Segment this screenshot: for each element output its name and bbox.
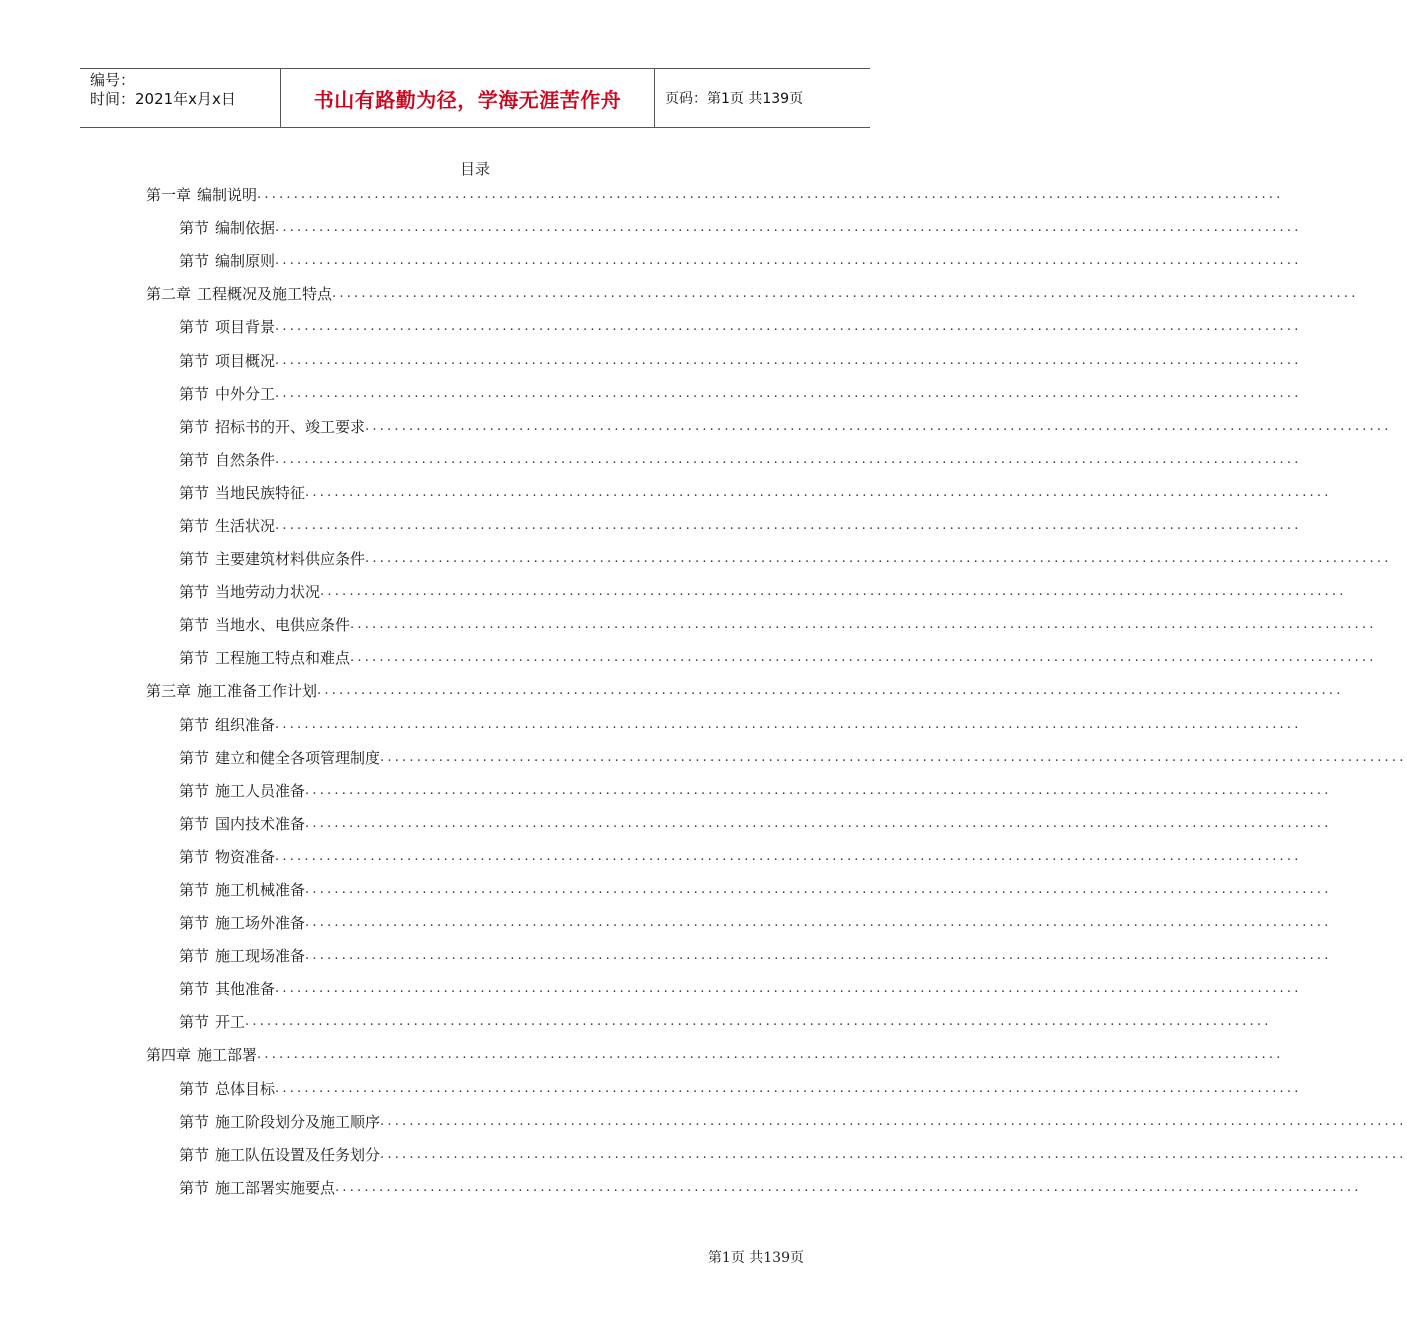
toc-entry-label: 第节 (179, 483, 210, 502)
toc-entry-label: 第节 (179, 715, 210, 734)
toc-title: 目录 (459, 160, 490, 178)
toc-entry-label: 第三章 (146, 682, 192, 701)
toc-entry-text: 开工 (215, 1013, 246, 1032)
toc-section-entry[interactable] (146, 939, 1332, 972)
toc-section-entry[interactable] (146, 244, 1302, 277)
toc-leader-dots: ............................................................................................................................................ (275, 1080, 1302, 1096)
toc-entry-label: 第节 (179, 947, 210, 966)
toc-entry-text: 主要建筑材料供应条件 (215, 550, 366, 569)
toc-leader-dots: ............................................................................................................................................ (350, 650, 1377, 666)
toc-leader-dots: ............................................................................................................................................ (380, 1113, 1407, 1129)
toc-entry-label: 第节 (179, 417, 210, 436)
toc-entry-label: 第节 (179, 914, 210, 933)
toc-section-entry[interactable] (146, 542, 1392, 575)
toc-entry-text: 当地劳动力状况 (215, 583, 321, 602)
toc-entry-text: 自然条件 (215, 450, 276, 469)
toc-section-entry[interactable] (146, 906, 1332, 939)
toc-leader-dots: ............................................................................................................................................ (275, 848, 1302, 864)
toc-section-entry[interactable] (146, 377, 1302, 410)
toc-section-entry[interactable] (146, 1171, 1362, 1204)
toc-leader-dots: ............................................................................................................................................ (305, 782, 1332, 798)
toc-section-entry[interactable] (146, 1105, 1407, 1138)
toc-entry-text: 建立和健全各项管理制度 (215, 748, 381, 767)
toc-entry-text: 国内技术准备 (215, 814, 306, 833)
toc-entry-text: 物资准备 (215, 847, 276, 866)
toc-entry-label: 第节 (179, 219, 210, 238)
toc-leader-dots: ............................................................................................................................................ (275, 220, 1302, 236)
toc-entry-label: 第节 (179, 516, 210, 535)
toc-entry-label: 第节 (179, 881, 210, 900)
toc-leader-dots: ............................................................................................................................................ (257, 187, 1284, 203)
toc-entry-text: 施工部署 (197, 1046, 258, 1065)
toc-entry-text: 施工准备工作计划 (197, 682, 318, 701)
toc-leader-dots: ............................................................................................................................................ (305, 948, 1332, 964)
toc-entry-text: 工程施工特点和难点 (215, 649, 351, 668)
toc-entry-label: 第节 (179, 550, 210, 569)
toc-entry-text: 当地水、电供应条件 (215, 616, 351, 635)
header-motto: 书山有路勤为径，学海无涯苦作舟 (281, 69, 655, 127)
toc-leader-dots: ............................................................................................................................................ (275, 981, 1302, 997)
toc-leader-dots: ............................................................................................................................................ (350, 617, 1377, 633)
toc-entry-text: 其他准备 (215, 980, 276, 999)
table-of-contents (146, 178, 1407, 1204)
toc-chapter-entry[interactable] (146, 178, 1284, 211)
toc-entry-text: 生活状况 (215, 516, 276, 535)
toc-leader-dots: ............................................................................................................................................ (257, 1047, 1284, 1063)
toc-leader-dots: ............................................................................................................................................ (380, 749, 1407, 765)
toc-entry-label: 第节 (179, 1013, 210, 1032)
toc-chapter-entry[interactable] (146, 674, 1344, 707)
toc-section-entry[interactable] (146, 1005, 1272, 1038)
toc-leader-dots: ............................................................................................................................................ (305, 815, 1332, 831)
toc-entry-label: 第节 (179, 1178, 210, 1197)
toc-entry-text: 施工队伍设置及任务划分 (215, 1145, 381, 1164)
toc-section-entry[interactable] (146, 972, 1302, 1005)
toc-entry-label: 第节 (179, 649, 210, 668)
toc-leader-dots: ............................................................................................................................................ (245, 1014, 1272, 1030)
toc-section-entry[interactable] (146, 840, 1302, 873)
toc-section-entry[interactable] (146, 608, 1377, 641)
toc-entry-label: 第节 (179, 1145, 210, 1164)
toc-entry-text: 招标书的开、竣工要求 (215, 417, 366, 436)
toc-entry-text: 项目概况 (215, 351, 276, 370)
toc-leader-dots: ............................................................................................................................................ (305, 484, 1332, 500)
toc-section-entry[interactable] (146, 1072, 1302, 1105)
toc-leader-dots: ............................................................................................................................................ (305, 915, 1332, 931)
toc-leader-dots: ............................................................................................................................................ (275, 451, 1302, 467)
toc-leader-dots: ............................................................................................................................................ (335, 1179, 1362, 1195)
toc-section-entry[interactable] (146, 1138, 1407, 1171)
toc-entry-label: 第节 (179, 781, 210, 800)
toc-leader-dots: ............................................................................................................................................ (275, 253, 1302, 269)
toc-section-entry[interactable] (146, 343, 1302, 376)
toc-leader-dots: ............................................................................................................................................ (332, 286, 1359, 302)
toc-section-entry[interactable] (146, 211, 1302, 244)
header-page-info: 页码：第1页 共139页 (665, 91, 804, 107)
toc-entry-label: 第节 (179, 318, 210, 337)
toc-leader-dots: ............................................................................................................................................ (305, 882, 1332, 898)
header-code-label: 编号： (90, 71, 136, 89)
toc-leader-dots: ............................................................................................................................................ (275, 385, 1302, 401)
toc-entry-text: 项目背景 (215, 318, 276, 337)
toc-leader-dots: ............................................................................................................................................ (275, 352, 1302, 368)
toc-entry-text: 中外分工 (215, 384, 276, 403)
toc-section-entry[interactable] (146, 509, 1302, 542)
toc-leader-dots: ............................................................................................................................................ (317, 683, 1344, 699)
toc-entry-text: 当地民族特征 (215, 483, 306, 502)
toc-section-entry[interactable] (146, 873, 1332, 906)
toc-chapter-entry[interactable] (146, 1038, 1284, 1071)
toc-entry-label: 第节 (179, 1079, 210, 1098)
toc-section-entry[interactable] (146, 708, 1302, 741)
toc-entry-label: 第节 (179, 384, 210, 403)
toc-entry-label: 第节 (179, 980, 210, 999)
toc-entry-text: 施工阶段划分及施工顺序 (215, 1112, 381, 1131)
toc-section-entry[interactable] (146, 807, 1332, 840)
toc-leader-dots: ............................................................................................................................................ (365, 551, 1392, 567)
toc-leader-dots: ............................................................................................................................................ (275, 716, 1302, 732)
toc-entry-label: 第节 (179, 450, 210, 469)
toc-section-entry[interactable] (146, 575, 1347, 608)
toc-entry-label: 第节 (179, 1112, 210, 1131)
toc-leader-dots: ............................................................................................................................................ (380, 1146, 1407, 1162)
toc-chapter-entry[interactable] (146, 277, 1359, 310)
toc-section-entry[interactable] (146, 476, 1332, 509)
toc-leader-dots: ............................................................................................................................................ (320, 584, 1347, 600)
toc-section-entry[interactable] (146, 641, 1377, 674)
toc-entry-label: 第节 (179, 616, 210, 635)
toc-leader-dots: ............................................................................................................................................ (365, 418, 1392, 434)
toc-entry-text: 施工人员准备 (215, 781, 306, 800)
toc-section-entry[interactable] (146, 443, 1302, 476)
toc-entry-label: 第四章 (146, 1046, 192, 1065)
toc-entry-text: 施工机械准备 (215, 881, 306, 900)
toc-entry-text: 编制依据 (215, 219, 276, 238)
toc-section-entry[interactable] (146, 741, 1407, 774)
toc-entry-text: 总体目标 (215, 1079, 276, 1098)
toc-leader-dots: ............................................................................................................................................ (275, 319, 1302, 335)
toc-entry-label: 第节 (179, 814, 210, 833)
toc-entry-text: 施工现场准备 (215, 947, 306, 966)
toc-entry-text: 施工场外准备 (215, 914, 306, 933)
toc-entry-text: 组织准备 (215, 715, 276, 734)
document-header (80, 68, 870, 128)
toc-section-entry[interactable] (146, 310, 1302, 343)
toc-entry-text: 编制说明 (197, 186, 258, 205)
toc-section-entry[interactable] (146, 410, 1392, 443)
toc-entry-text: 编制原则 (215, 252, 276, 271)
page-footer: 第1页 共139页 (707, 1250, 804, 1266)
toc-entry-text: 施工部署实施要点 (215, 1178, 336, 1197)
toc-entry-label: 第节 (179, 583, 210, 602)
header-meta (80, 69, 281, 127)
toc-entry-label: 第一章 (146, 186, 192, 205)
toc-entry-label: 第节 (179, 351, 210, 370)
toc-entry-label: 第节 (179, 847, 210, 866)
header-time-label: 时间：2021年x月x日 (90, 90, 236, 108)
toc-entry-text: 工程概况及施工特点 (197, 285, 333, 304)
toc-leader-dots: ............................................................................................................................................ (275, 517, 1302, 533)
toc-entry-label: 第二章 (146, 285, 192, 304)
toc-entry-label: 第节 (179, 252, 210, 271)
toc-section-entry[interactable] (146, 774, 1332, 807)
toc-entry-label: 第节 (179, 748, 210, 767)
